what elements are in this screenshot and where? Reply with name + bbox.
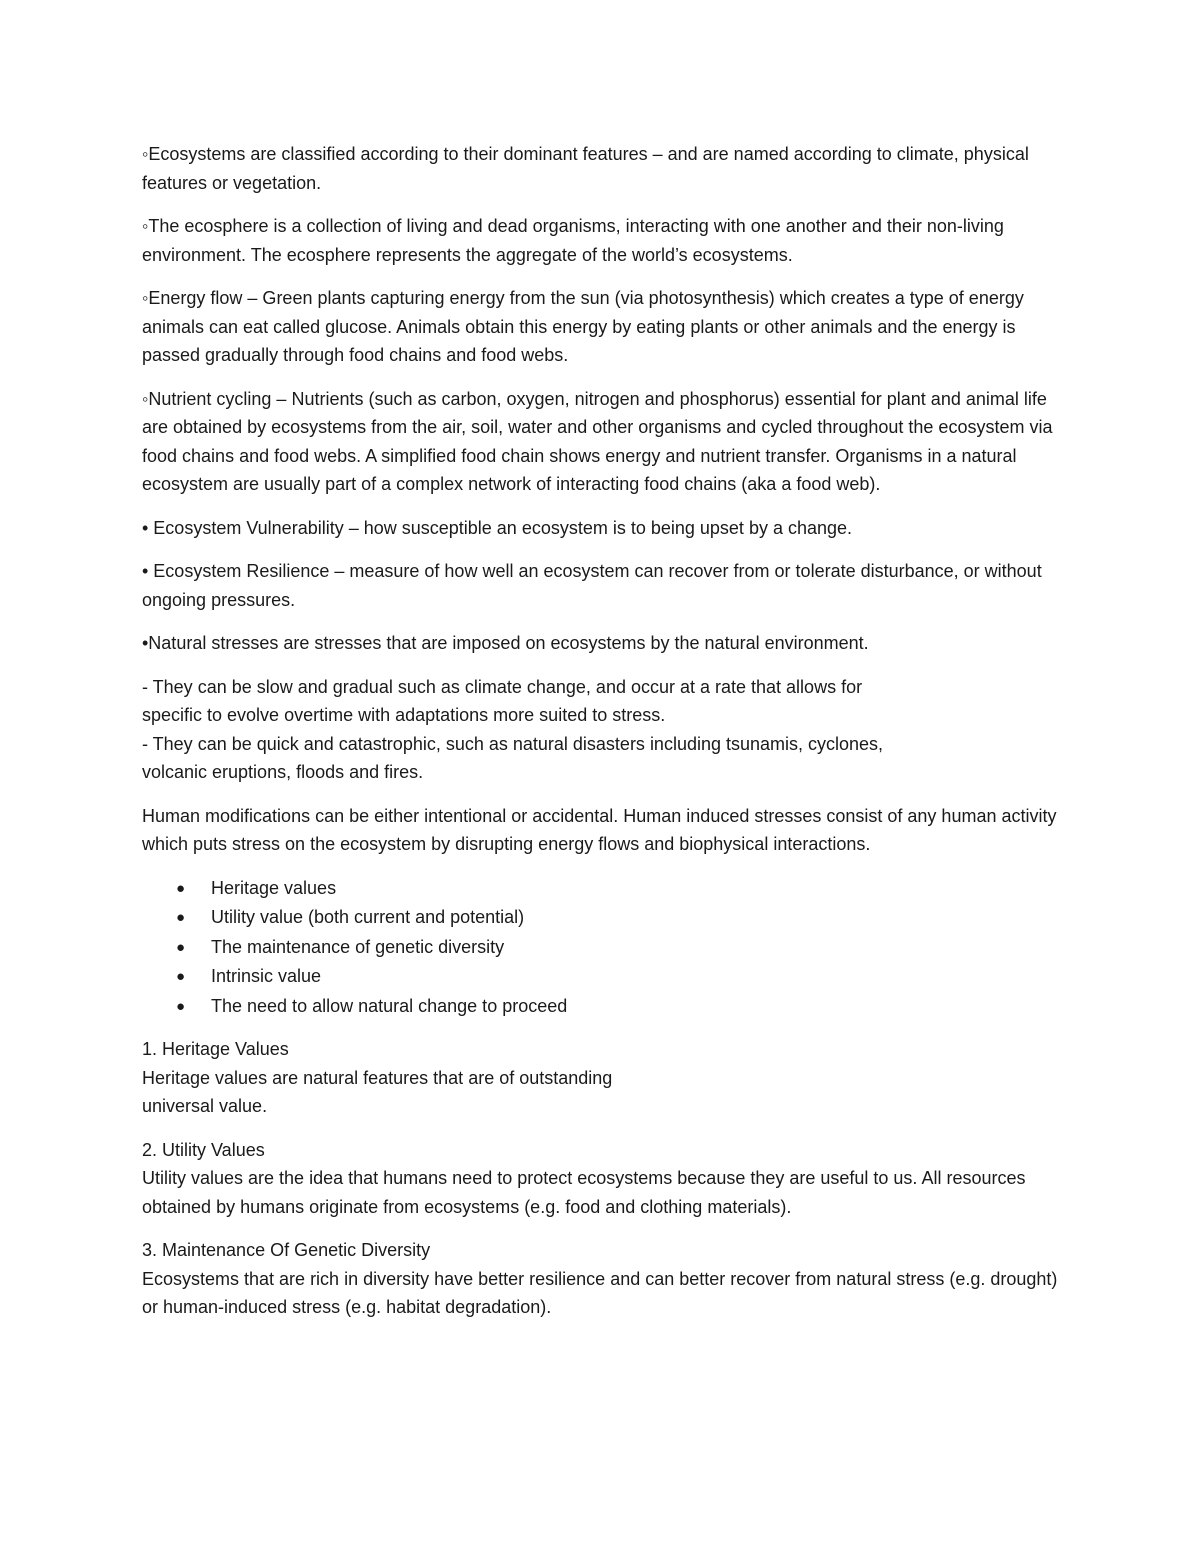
paragraph-ecosystem-classification: ◦Ecosystems are classified according to their dominant features – and are named according to climate, physical features or vegetation. [142, 144, 1029, 193]
list-item [142, 874, 1062, 904]
section-utility-values [142, 1136, 1062, 1222]
section-heading: 3. Maintenance Of Genetic Diversity [142, 1240, 431, 1260]
stress-line-2: specific to evolve overtime with adaptations more suited to stress. [142, 705, 666, 725]
stress-line-4: volcanic eruptions, floods and fires. [142, 762, 424, 782]
bullet-icon: ● [176, 938, 186, 956]
paragraph-energy-flow: ◦Energy flow – Green plants capturing energy from the sun (via photosynthesis) which creates a type of energy animals can eat called glucose. Animals obtain this energy by eating plants or other animals and the energy is passed gradually through food chains and food webs. [142, 288, 1024, 365]
paragraph-ecosystem-vulnerability: • Ecosystem Vulnerability – how susceptible an ecosystem is to being upset by a change. [142, 517, 853, 538]
paragraph-nutrient-cycling: ◦Nutrient cycling – Nutrients (such as carbon, oxygen, nitrogen and phosphorus) essential for plant and animal life are obtained by ecosystems from the air, soil, water and other organisms and cycled throughout the ecosystem via food chains and food webs. A simplified food chain shows energy and nutrient transfer. Organisms in a natural ecosystem are usually part of a complex network of interacting food chains (aka a food web). [142, 388, 1053, 494]
list-item [142, 962, 1062, 992]
paragraph-human-modifications: Human modifications can be either intentional or accidental. Human induced stresses consist of any human activity which puts stress on the ecosystem by disrupting energy flows and biophysical interactions. [142, 805, 1057, 854]
section-heading: 2. Utility Values [142, 1139, 265, 1160]
list-item-label: The maintenance of genetic diversity [211, 936, 505, 957]
section-heading: 1. Heritage Values [142, 1039, 289, 1059]
paragraph-ecosystem-resilience: • Ecosystem Resilience – measure of how well an ecosystem can recover from or tolerate disturbance, or without ongoing pressures. [142, 561, 1042, 610]
list-item-label: Intrinsic value [211, 966, 322, 986]
section-body-line-2: universal value. [142, 1096, 268, 1116]
list-item-label: Utility value (both current and potential) [211, 907, 525, 927]
paragraph-stress-types [142, 673, 1062, 787]
stress-line-3: - They can be quick and catastrophic, such as natural disasters including tsunamis, cyclones, [142, 733, 884, 754]
list-item-label: Heritage values [211, 877, 337, 898]
bullet-icon: ● [176, 968, 186, 985]
list-item-label: The need to allow natural change to proceed [211, 995, 568, 1016]
bullet-icon: ● [176, 879, 186, 897]
section-body: Ecosystems that are rich in diversity have better resilience and can better recover from natural stress (e.g. drought) or human-induced stress (e.g. habitat degradation). [142, 1268, 1058, 1317]
values-list [142, 874, 1062, 1022]
section-genetic-diversity [142, 1236, 1062, 1322]
bullet-icon: ● [176, 997, 186, 1015]
section-body: Utility values are the idea that humans need to protect ecosystems because they are useful to us. All resources obtained by humans originate from ecosystems (e.g. food and clothing materials). [142, 1168, 1026, 1217]
paragraph-natural-stresses: •Natural stresses are stresses that are imposed on ecosystems by the natural environment. [142, 633, 869, 653]
list-item [142, 933, 1062, 963]
stress-line-1: - They can be slow and gradual such as climate change, and occur at a rate that allows for [142, 676, 863, 697]
document-page [142, 140, 1062, 1337]
paragraph-ecosphere: ◦The ecosphere is a collection of living and dead organisms, interacting with one another and their non-living environment. The ecosphere represents the aggregate of the world’s ecosystems. [142, 216, 1004, 265]
section-heritage-values [142, 1035, 1062, 1121]
list-item [142, 992, 1062, 1022]
list-item [142, 903, 1062, 933]
bullet-icon: ● [176, 909, 186, 926]
section-body-line-1: Heritage values are natural features that are of outstanding [142, 1067, 613, 1088]
